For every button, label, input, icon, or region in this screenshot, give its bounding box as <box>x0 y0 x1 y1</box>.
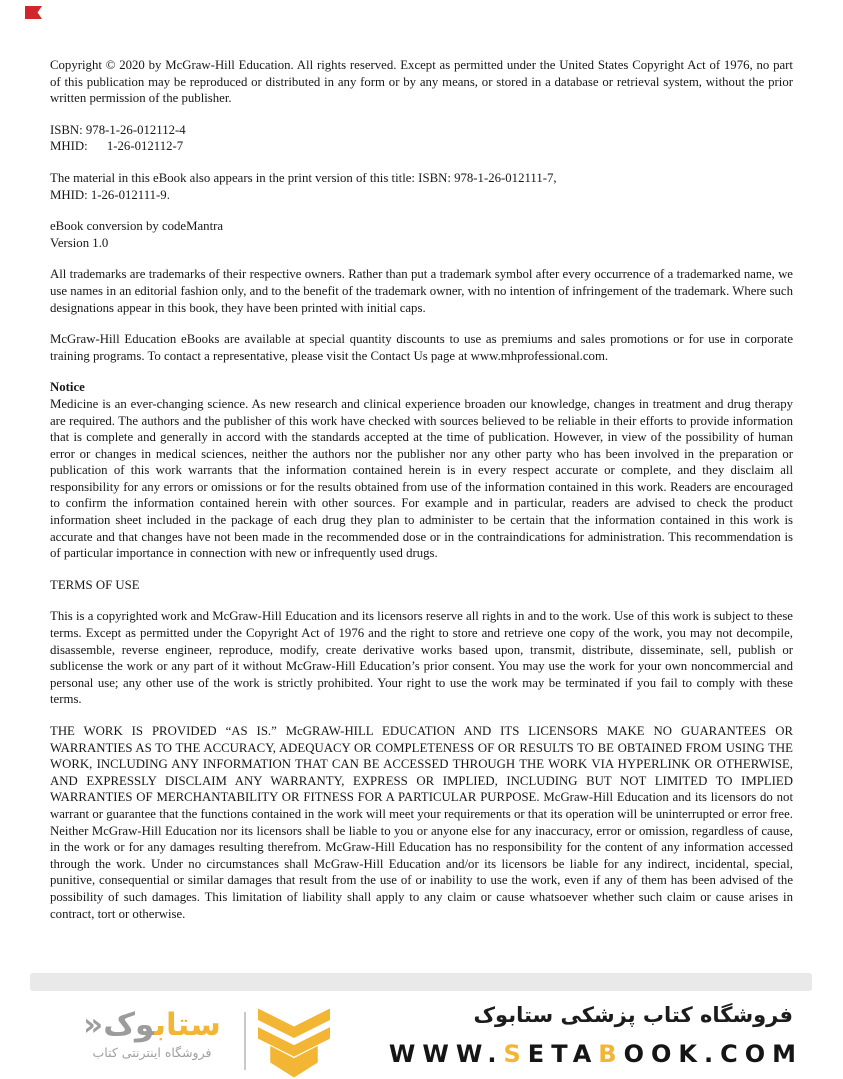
terms-of-use-heading: TERMS OF USE <box>50 577 140 592</box>
setabook-tagline: فروشگاه اینترنتی کتاب <box>92 1045 212 1060</box>
setabook-logo-wordmark <box>68 1006 236 1060</box>
isbn-block <box>50 122 793 155</box>
store-title-persian: فروشگاه کتاب پزشکی ستابوک <box>473 1003 793 1027</box>
setabook-wordmark-text <box>68 1006 236 1044</box>
red-ribbon-icon <box>25 6 42 19</box>
url-segment: WWW. <box>388 1040 504 1068</box>
setabook-chevron-emblem-icon <box>258 1008 330 1078</box>
isbn-line: ISBN: 978-1-26-012112-4 <box>50 122 186 137</box>
trademarks-paragraph: All trademarks are trademarks of their respective owners. Rather than put a trademark symbol after every occurrence of a trademarked name, we use names in an editorial fashion only, and to the benefit of the trademark owner, with no intention of infringement of the trademark. Where such designations appear in this book, they have been printed with initial caps. <box>50 267 793 315</box>
url-segment-highlight: S <box>503 1040 528 1068</box>
conversion-line2: Version 1.0 <box>50 235 109 250</box>
guillemet-icon: « <box>83 1007 104 1043</box>
print-version-line2: MHID: 1-26-012111-9. <box>50 187 170 202</box>
setabook-url-link[interactable] <box>389 1040 803 1068</box>
notice-paragraph: Medicine is an ever-changing science. As new research and clinical experience broaden our knowledge, changes in treatment and drug therapy are required. The authors and the publisher of this work have checked with sources believed to be reliable in their efforts to provide information that is complete and generally in accord with the standards accepted at the time of publication. However, in view of the possibility of human error or changes in medical sciences, neither the authors nor the publisher nor any other party who has been involved in the preparation or publication of this work warrants that the information contained herein is in every respect accurate or complete, and they disclaim all responsibility for any errors or omissions or for the results obtained from use of the information contained in this work. Readers are encouraged to confirm the information contained herein with other sources. For example and in particular, readers are advised to check the product information sheet included in the package of each drug they plan to administer to be certain that the information contained in this work is accurate and that changes have not been made in the recommended dose or in the contraindications for administration. This recommendation is of particular importance in connection with new or infrequently used drugs. <box>50 396 793 561</box>
discounts-paragraph: McGraw-Hill Education eBooks are available at special quantity discounts to use as premiums and sales promotions or for use in corporate training programs. To contact a representative, please visit the Contact Us page at www.mhprofessional.com. <box>50 332 793 363</box>
print-version-block <box>50 170 793 203</box>
wordmark-yellow-part: ستاب <box>154 1007 221 1043</box>
warranty-paragraph: THE WORK IS PROVIDED “AS IS.” McGRAW-HILL EDUCATION AND ITS LICENSORS MAKE NO GUARANTEES OR WARRANTIES AS TO THE ACCURACY, ADEQUACY OR COMPLETENESS OF OR RESULTS TO BE OBTAINED FROM USING THE WORK, INCLUDING ANY INFORMATION THAT CAN BE ACCESSED THROUGH THE WORK VIA HYPERLINK OR OTHERWISE, AND EXPRESSLY DISCLAIM ANY WARRANTY, EXPRESS OR IMPLIED, INCLUDING BUT NOT LIMITED TO IMPLIED WARRANTIES OF MERCHANTABILITY OR FITNESS FOR A PARTICULAR PURPOSE. McGraw-Hill Education and its licensors do not warrant or guarantee that the functions contained in the work will meet your requirements or that its operation will be uninterrupted or error free. Neither McGraw-Hill Education nor its licensors shall be liable to you or anyone else for any inaccuracy, error or omission, regardless of cause, in the work or for any damages resulting therefrom. McGraw-Hill Education has no responsibility for the content of any information accessed through the work. Under no circumstances shall McGraw-Hill Education and/or its licensors be liable for any indirect, incidental, special, punitive, consequential or similar damages that result from the use of or inability to use the work, even if any of them has been advised of the possibility of such damages. This limitation of liability shall apply to any claim or cause whatsoever whether such claim or cause arises in contract, tort or otherwise. <box>50 724 793 921</box>
footer-top-bar <box>30 973 812 991</box>
print-version-line1: The material in this eBook also appears in the print version of this title: ISBN: 978-1-26-012111-7, <box>50 170 557 185</box>
url-segment: OOK.COM <box>623 1040 803 1068</box>
logo-divider <box>244 1012 246 1070</box>
url-segment: ETA <box>527 1040 599 1068</box>
url-segment-highlight: B <box>598 1040 624 1068</box>
document-body <box>50 57 793 937</box>
terms-paragraph: This is a copyrighted work and McGraw-Hill Education and its licensors reserve all rights in and to the work. Use of this work is subject to these terms. Except as permitted under the Copyright Act of 1976 and the right to store and retrieve one copy of the work, you may not decompile, disassemble, reverse engineer, reproduce, modify, create derivative works based upon, transmit, distribute, disseminate, sell, publish or sublicense the work or any part of it without McGraw-Hill Education’s prior consent. You may use the work for your own noncommercial and personal use; any other use of the work is strictly prohibited. Your right to use the work may be terminated if you fail to comply with these terms. <box>50 609 793 707</box>
notice-heading: Notice <box>50 380 85 395</box>
conversion-line1: eBook conversion by codeMantra <box>50 219 224 234</box>
conversion-block <box>50 218 793 251</box>
copyright-paragraph: Copyright © 2020 by McGraw-Hill Education. All rights reserved. Except as permitted under the United States Copyright Act of 1976, no part of this publication may be reproduced or distributed in any form or by any means, or stored in a database or retrieval system, without the prior written permission of the publisher. <box>50 58 793 106</box>
wordmark-gray-part: وک <box>103 1007 155 1043</box>
mhid-line: MHID: 1-26-012112-7 <box>50 139 184 154</box>
